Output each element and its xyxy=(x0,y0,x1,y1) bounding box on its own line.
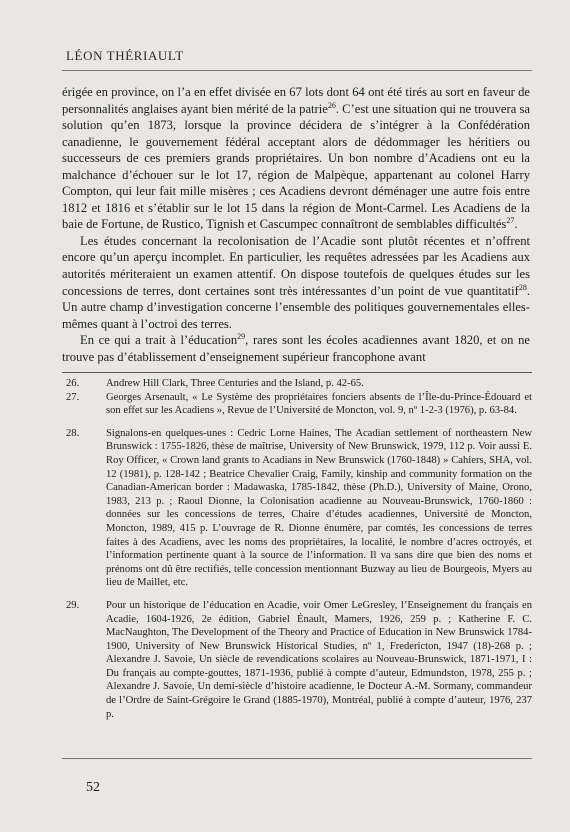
footnote-26 xyxy=(62,377,532,391)
footnote-text: Andrew Hill Clark, Three Centuries and the Island, p. 42-65. xyxy=(106,378,364,389)
footnote-gap xyxy=(62,590,532,599)
footnote-text: Georges Arsenault, « Le Système des propriétaires fonciers absents de l’Île-du-Prince-Édouard et son effet sur les Acadiens », Revue de l’Université de Moncton, vol. 9, nº 1-2-3 (1976), p. 63-84. xyxy=(106,391,532,417)
footnote-number: 28. xyxy=(66,427,80,439)
footnote-ref-29[interactable]: 29 xyxy=(237,332,246,342)
body-text xyxy=(62,84,530,365)
footnote-gap xyxy=(62,418,532,427)
paragraph-3: En ce qui a trait à l’éducation$^{29}$, rares sont les écoles acadiennes avant 1820, et on ne trouve pas d’établissement d’enseignement supérieur francophone avant xyxy=(62,332,530,364)
footnote-number: 29. xyxy=(66,599,80,611)
paragraph-2: Les études concernant la recolonisation de l’Acadie sont plutôt récentes et n’offrent encore qu’un aperçu incomplet. En particulier, les requêtes adressées par les Acadiens aux autorités mériteraient un examen attentif. On dispose toutefois de quelques études sur les concessions de terres, dont certaines sont très intéressantes d’un point de vue quantitatif$^{28}$. Un autre champ d’investigation concerne l’ensemble des politiques gouvernementales elles-mêmes quant à l’octroi des terres. xyxy=(62,233,530,331)
footnotes-rule xyxy=(62,372,532,373)
footer-rule xyxy=(62,758,532,759)
footnote-29 xyxy=(62,599,532,721)
footnotes xyxy=(62,377,532,721)
header-rule xyxy=(62,70,532,71)
page-number: 52 xyxy=(86,780,100,795)
footnote-27 xyxy=(62,391,532,418)
footnote-ref-28[interactable]: 28 xyxy=(518,282,527,292)
paragraph-1: érigée en province, on l’a en effet divisée en 67 lots dont 64 ont été tirés au sort en faveur de personnalités anglaises ayant bien mérité de la patrie$^{26}$. C’est une situation qui ne trouvera sa solution qu’en 1873, lorsque la province décidera de s’intégrer à la Confédération canadienne, le gouvernement fédéral acceptant alors de dédommager les héritiers ou successeurs de ces premiers grands propriétaires. Un bon nombre d’Acadiens ont eu la malchance d’échouer sur le lot 17, région de Malpèque, appartenant au colonel Harry Compton, qui leur fait mille misères ; ces Acadiens devront déménager une autre fois entre 1812 et 1816 et s’établir sur le lot 15 dans la région de Mont-Carmel. Les Acadiens de la baie de Fortune, de Rustico, Tignish et Cascumpec connaîtront de semblables difficultés$^{27}$. xyxy=(62,85,530,232)
footnote-text: Signalons-en quelques-unes : Cedric Lorne Haines, The Acadian settlement of northeastern New Brunswick : 1755-1826, thèse de maîtrise, University of New Brunswick, 1979, 112 p. Voir aussi E. Roy Officer, « Crown land grants to Acadians in New Brunswick (1760-1848) » Cahiers, SHA, vol. 12 (1981), p. 128-142 ; Beatrice Chevalier Craig, Family, kinship and community formation on the Canadian-American border : Madawaska, 1785-1842, thèse (Ph.D.), University of Maine, Orono, 1983, 213 p. ; Raoul Dionne, la Colonisation acadienne au Nouveau-Brunswick, 1760-1860 : données sur les concessions de terres, Chaire d’études acadiennes, Université de Moncton, Moncton, 1989, 415 p. L’ouvrage de R. Dionne énumère, par comtés, les concessions de terres faites à des Acadiens, avec les noms des propriétaires, la localité, le nombre d’acres octroyés, et l’information pertinente quant à la source de l’information. Il va sans dire que bien des noms et prénoms ont dû être rectifiés, telle concession mentionnant Buzway au lieu de Bourgeois, Myers au lieu de Maillet, etc. xyxy=(106,427,532,589)
footnote-number: 27. xyxy=(66,391,80,403)
running-head: LÉON THÉRIAULT xyxy=(66,48,184,63)
footnote-ref-26[interactable]: 26 xyxy=(327,100,336,110)
footnote-28 xyxy=(62,427,532,590)
footnote-text: Pour un historique de l’éducation en Acadie, voir Omer LeGresley, l’Enseignement du français en Acadie, 1604-1926, 2e édition, Gabriel Énault, Mamers, 1926, 259 p. ; Katherine F. C. MacNaughton, The Development of the Theory and Practice of Education in New Brunswick 1784-1900, University of New Brunswick Historical Studies, nº 1, Fredericton, 1947 (18)-268 p. ; Alexandre J. Savoie, Un siècle de revendications scolaires au Nouveau-Brunswick, 1871-1971, I : Du français au compte-gouttes, 1871-1936, publié à compte d’auteur, Edmundston, 1978, 255 p. ; Alexandre J. Savoie, Un demi-siècle d’histoire acadienne, le Docteur A.-M. Sormany, commandeur de l’Ordre de Saint-Grégoire le Grand (1885-1970), Montréal, publié à compte d’auteur, 1976, 237 p. xyxy=(106,599,532,720)
footnote-ref-27[interactable]: 27 xyxy=(506,216,515,226)
footnote-number: 26. xyxy=(66,378,80,389)
